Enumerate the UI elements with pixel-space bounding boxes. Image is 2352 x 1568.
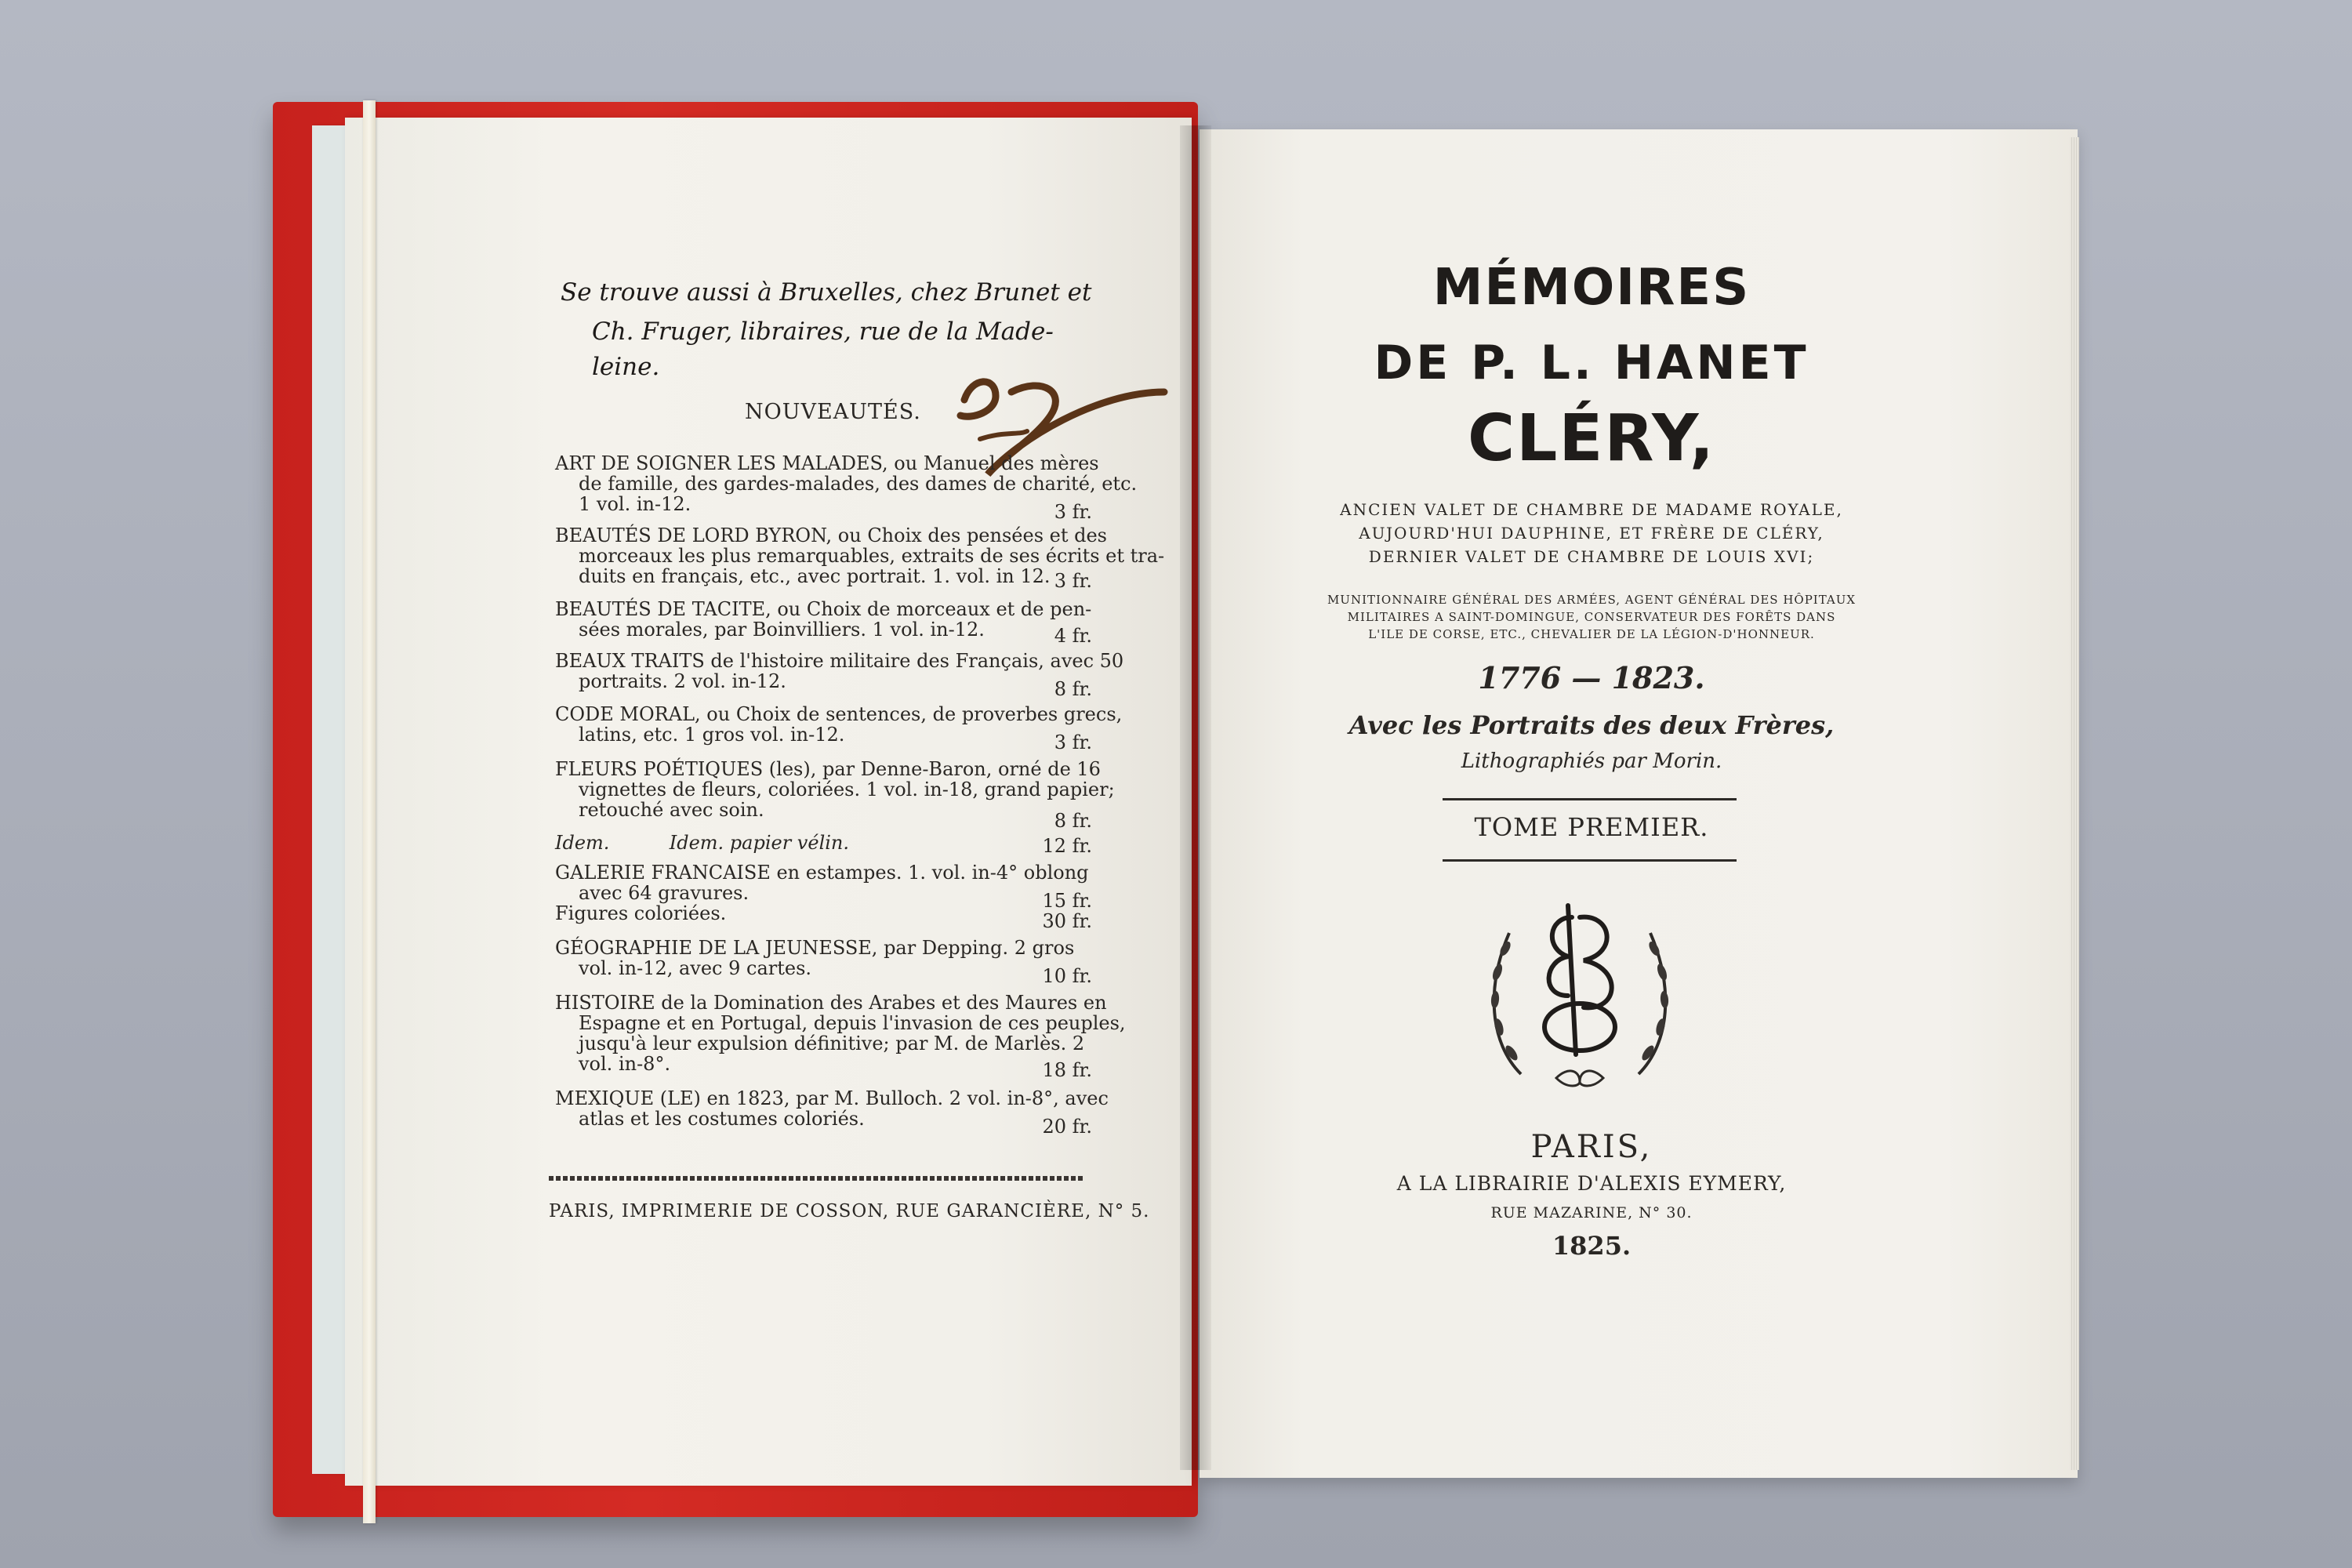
entry-5-price: 3 fr. — [1054, 731, 1092, 753]
entry-11-line-4: vol. in-8°. — [579, 1053, 671, 1075]
imprint-city: PARIS, — [1530, 1129, 1653, 1165]
entry-5-line-2: latins, etc. 1 gros vol. in-12. — [579, 724, 845, 746]
subtitle-line-2: AUJOURD'HUI DAUPHINE, ET FRÈRE DE CLÉRY, — [1359, 524, 1824, 543]
nouveautes-heading: NOUVEAUTÉS. — [745, 400, 921, 424]
entry-3-price: 4 fr. — [1054, 625, 1092, 647]
entry-6-price: 8 fr. — [1054, 810, 1092, 832]
imprint-publisher: A LA LIBRAIRIE D'ALEXIS EYMERY, — [1396, 1172, 1787, 1195]
top-rule — [1443, 798, 1737, 800]
entry-4-line-1: BEAUX TRAITS de l'histoire militaire des Français, avec 50 — [555, 650, 1124, 672]
entry-4-line-2: portraits. 2 vol. in-12. — [579, 670, 786, 692]
tome-line: TOME PREMIER. — [1474, 812, 1709, 842]
entry-7-price: 12 fr. — [1042, 835, 1092, 857]
portraits-line: Avec les Portraits des deux Frères, — [1348, 710, 1835, 740]
entry-6-line-2: vignettes de fleurs, coloriées. 1 vol. in-18, grand papier; — [579, 779, 1115, 800]
entry-1-line-2: de famille, des gardes-malades, des dames de charité, etc. — [579, 473, 1138, 495]
right-page — [1200, 129, 2078, 1478]
entry-6-line-1: FLEURS POÉTIQUES (les), par Denne-Baron, orné de 16 — [555, 758, 1101, 780]
ribbon-bookmark[interactable] — [363, 100, 376, 1523]
subtitle-line-1: ANCIEN VALET DE CHAMBRE DE MADAME ROYALE, — [1340, 500, 1843, 519]
small-line-1: MUNITIONNAIRE GÉNÉRAL DES ARMÉES, AGENT GÉNÉRAL DES HÔPITAUX — [1327, 593, 1857, 607]
page-edges — [2070, 137, 2079, 1470]
entry-10-price: 10 fr. — [1042, 965, 1092, 987]
entry-6-line-3: retouché avec soin. — [579, 799, 764, 821]
entry-8-line-2: avec 64 gravures. — [579, 882, 750, 904]
entry-8-line-1: GALERIE FRANCAISE en estampes. 1. vol. in-4° oblong — [555, 862, 1089, 884]
small-line-2: MILITAIRES A SAINT-DOMINGUE, CONSERVATEUR DES FORÊTS DANS — [1347, 610, 1836, 624]
entry-1-line-1: ART DE SOIGNER LES MALADES, ou Manuel des mères — [555, 452, 1099, 474]
subtitle-line-3: DERNIER VALET DE CHAMBRE DE LOUIS XVI; — [1368, 547, 1815, 566]
entry-7-line-1: Idem. Idem. papier vélin. — [555, 832, 849, 854]
title-line-1: MÉMOIRES — [1432, 259, 1751, 317]
entry-2-line-3: duits en français, etc., avec portrait. 1. vol. in 12. — [579, 565, 1051, 587]
title-line-3: CLÉRY, — [1467, 401, 1716, 476]
entry-3-line-1: BEAUTÉS DE TACITE, ou Choix de morceaux et de pen- — [555, 598, 1092, 620]
imprint-address: RUE MAZARINE, N° 30. — [1490, 1204, 1693, 1221]
entry-12-line-2: atlas et les costumes coloriés. — [579, 1108, 865, 1130]
entry-3-line-2: sées morales, par Boinvilliers. 1 vol. in-12. — [579, 619, 985, 641]
entry-11-line-2: Espagne et en Portugal, depuis l'invasion de ces peuples, — [579, 1012, 1126, 1034]
entry-10-line-1: GÉOGRAPHIE DE LA JEUNESSE, par Depping. 2 gros — [555, 937, 1075, 959]
entry-8-price: 15 fr. — [1042, 890, 1092, 912]
entry-4-price: 8 fr. — [1054, 678, 1092, 700]
intro-line-3: leine. — [592, 353, 660, 381]
entry-2-line-1: BEAUTÉS DE LORD BYRON, ou Choix des pensées et des — [555, 524, 1107, 546]
entry-11-line-3: jusqu'à leur expulsion définitive; par M. de Marlès. 2 — [579, 1033, 1085, 1054]
entry-9-price: 30 fr. — [1042, 910, 1092, 932]
book-gutter — [1180, 125, 1211, 1470]
title-line-2: DE P. L. HANET — [1374, 336, 1809, 390]
entry-9-line-1: Figures coloriées. — [555, 902, 727, 924]
printer-line: PARIS, IMPRIMERIE DE COSSON, RUE GARANCIÈRE, N° 5. — [549, 1201, 1150, 1221]
dates-line: 1776 — 1823. — [1478, 660, 1705, 695]
entry-12-line-1: MEXIQUE (LE) en 1823, par M. Bulloch. 2 vol. in-8°, avec — [555, 1087, 1109, 1109]
entry-5-line-1: CODE MORAL, ou Choix de sentences, de proverbes grecs, — [555, 703, 1123, 725]
monogram-wreath-emblem — [1474, 894, 1686, 1105]
entry-11-price: 18 fr. — [1042, 1059, 1092, 1081]
entry-1-line-3: 1 vol. in-12. — [579, 493, 691, 515]
entry-2-line-2: morceaux les plus remarquables, extraits de ses écrits et tra- — [579, 545, 1165, 567]
entry-12-price: 20 fr. — [1042, 1116, 1092, 1138]
imprint-year: 1825. — [1552, 1231, 1632, 1261]
entry-1-price: 3 fr. — [1054, 501, 1092, 523]
lithographies-line: Lithographiés par Morin. — [1461, 750, 1722, 773]
intro-line-1: Se trouve aussi à Bruxelles, chez Brunet et — [561, 278, 1092, 307]
entry-10-line-2: vol. in-12, avec 9 cartes. — [579, 957, 812, 979]
small-line-3: L'ILE DE CORSE, ETC., CHEVALIER DE LA LÉGION-D'HONNEUR. — [1368, 627, 1815, 641]
dotted-rule — [549, 1176, 1083, 1181]
entry-11-line-1: HISTOIRE de la Domination des Arabes et des Maures en — [555, 992, 1107, 1014]
entry-2-price: 3 fr. — [1054, 570, 1092, 592]
bottom-rule — [1443, 859, 1737, 862]
intro-line-2: Ch. Fruger, libraires, rue de la Made- — [592, 318, 1054, 346]
